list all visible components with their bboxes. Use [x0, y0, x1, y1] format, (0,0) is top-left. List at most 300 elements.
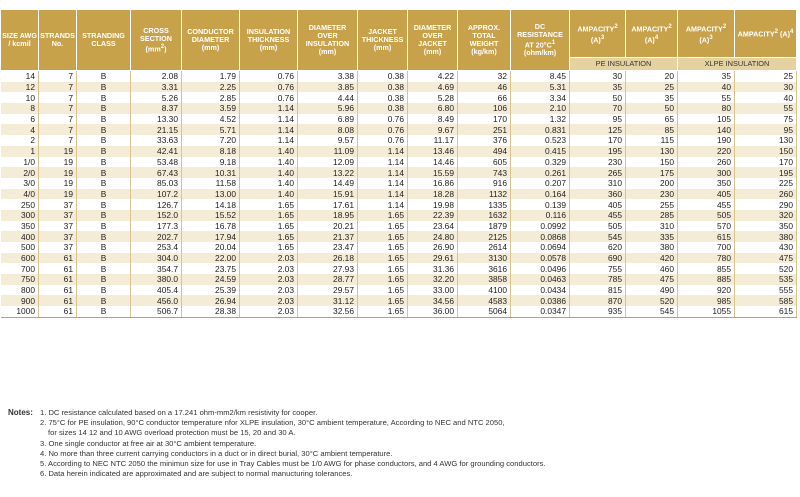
table-cell: 18.28 [408, 189, 458, 200]
table-cell: 260 [735, 189, 797, 200]
table-cell: 376 [458, 135, 511, 146]
table-cell: 690 [570, 253, 626, 264]
table-cell: 494 [458, 146, 511, 157]
table-cell: 37 [39, 199, 77, 210]
table-cell: 17.61 [298, 199, 358, 210]
table-cell: 755 [570, 263, 626, 274]
table-cell: 3.34 [511, 92, 570, 103]
table-cell: 177.3 [131, 221, 182, 232]
table-cell: 23.64 [408, 221, 458, 232]
table-cell: 21.15 [131, 124, 182, 135]
note-text: 2. 75°C for PE insulation, 90°C conductor temperature nfor XLPE insulation, 30°C ambient temperature, According to NEC and NTC 2050, [40, 418, 505, 428]
table-cell: 1.65 [240, 242, 298, 253]
table-cell: 105 [678, 114, 735, 125]
table-cell: 335 [626, 231, 678, 242]
table-cell: 3858 [458, 274, 511, 285]
table-cell: 900 [1, 295, 39, 306]
table-cell: 1.40 [240, 167, 298, 178]
table-cell: 32.20 [408, 274, 458, 285]
table-row [1, 231, 797, 242]
table-cell: 3616 [458, 263, 511, 274]
table-cell: 3.85 [298, 82, 358, 93]
table-cell: 4.52 [182, 114, 240, 125]
table-cell: 1.14 [358, 199, 408, 210]
table-cell: 290 [735, 199, 797, 210]
table-cell: 4 [1, 124, 39, 135]
table-cell: 25.39 [182, 285, 240, 296]
table-cell: 13.00 [182, 189, 240, 200]
table-cell: 19 [39, 146, 77, 157]
table-cell: 255 [626, 199, 678, 210]
table-cell: 130 [626, 146, 678, 157]
column-header: AMPACITY$^2$ $(A)^3$ [570, 10, 626, 58]
note-item [40, 459, 798, 469]
table-row [1, 92, 797, 103]
column-header: DC RESISTANCE AT $20^\circ C^1$ (ohm/km) [511, 10, 570, 71]
table-cell: 1 [1, 146, 39, 157]
table-cell: 555 [735, 285, 797, 296]
table-cell: 230 [626, 189, 678, 200]
column-header: CROSS SECTION $(mm^2)$ [131, 10, 182, 71]
table-cell: 14.18 [182, 199, 240, 210]
table-cell: 405 [570, 199, 626, 210]
table-cell: 0.207 [511, 178, 570, 189]
table-cell: B [77, 199, 131, 210]
table-cell: 70 [570, 103, 626, 114]
table-cell: 505 [678, 210, 735, 221]
table-cell: B [77, 167, 131, 178]
table-cell: 0.0463 [511, 274, 570, 285]
table-cell: B [77, 92, 131, 103]
table-cell: 19 [39, 189, 77, 200]
table-cell: 0.0434 [511, 285, 570, 296]
table-cell: 743 [458, 167, 511, 178]
table-cell: 460 [626, 263, 678, 274]
table-cell: 0.76 [240, 82, 298, 93]
table-cell: 40 [678, 82, 735, 93]
column-header: AMPACITY$^2$ $(A)^4$ [626, 10, 678, 58]
table-cell: B [77, 189, 131, 200]
table-cell: 20 [626, 71, 678, 82]
table-cell: 4/0 [1, 189, 39, 200]
table-cell: 455 [678, 199, 735, 210]
table-cell: 400 [1, 231, 39, 242]
table-cell: 380 [626, 242, 678, 253]
table-cell: 4.22 [408, 71, 458, 82]
table-cell: 0.116 [511, 210, 570, 221]
table-cell: 35 [626, 92, 678, 103]
table-cell: 19 [39, 178, 77, 189]
table-cell: 9.18 [182, 157, 240, 168]
table-cell: 8.08 [298, 124, 358, 135]
table-cell: B [77, 135, 131, 146]
note-item [40, 449, 798, 459]
table-cell: 12 [1, 82, 39, 93]
table-cell: 1.14 [358, 189, 408, 200]
table-cell: 8.37 [131, 103, 182, 114]
table-cell: 0.0347 [511, 306, 570, 317]
table-cell: 855 [678, 263, 735, 274]
table-cell: 8.49 [408, 114, 458, 125]
table-cell: 0.38 [358, 103, 408, 114]
table-row [1, 253, 797, 264]
table-cell: 1.14 [240, 103, 298, 114]
table-cell: 7 [39, 114, 77, 125]
note-item [40, 418, 798, 438]
table-cell: 3130 [458, 253, 511, 264]
table-cell: 31.36 [408, 263, 458, 274]
table-row [1, 157, 797, 168]
table-cell: 53.48 [131, 157, 182, 168]
table-cell: 32 [458, 71, 511, 82]
table-cell: 7 [39, 92, 77, 103]
table-cell: B [77, 82, 131, 93]
column-header: AMPACITY$^2$ $(A)^3$ [678, 10, 735, 58]
table-cell: 1.65 [358, 242, 408, 253]
table-row [1, 221, 797, 232]
table-cell: 170 [735, 157, 797, 168]
table-row [1, 178, 797, 189]
table-cell: 30 [735, 82, 797, 93]
table-cell: 37 [39, 242, 77, 253]
table-cell: 55 [735, 103, 797, 114]
table-cell: 785 [570, 274, 626, 285]
table-cell: 28.38 [182, 306, 240, 317]
note-text: 6. Data herein indicated are approximated and are subject to normal manucturing tolerances. [40, 469, 353, 479]
table-cell: 405 [678, 189, 735, 200]
table-cell: 780 [678, 253, 735, 264]
table-cell: 250 [1, 199, 39, 210]
table-cell: 25 [626, 82, 678, 93]
table-row [1, 114, 797, 125]
table-cell: 2.25 [182, 82, 240, 93]
table-cell: 5.26 [131, 92, 182, 103]
table-cell: 0.523 [511, 135, 570, 146]
table-cell: 1055 [678, 306, 735, 317]
table-cell: 535 [735, 274, 797, 285]
table-cell: B [77, 71, 131, 82]
table-cell: 1.40 [240, 189, 298, 200]
note-text: 1. DC resistance calculated based on a 17.241 ohm-mm2/km resistivity for cooper. [40, 408, 318, 417]
table-cell: 14.46 [408, 157, 458, 168]
table-cell: 1.32 [511, 114, 570, 125]
table-cell: 4.44 [298, 92, 358, 103]
table-cell: 7 [39, 103, 77, 114]
table-cell: 420 [626, 253, 678, 264]
table-cell: 750 [1, 274, 39, 285]
table-cell: 0.76 [358, 114, 408, 125]
table-row [1, 295, 797, 306]
table-cell: 16.78 [182, 221, 240, 232]
notes-list [8, 408, 798, 479]
table-cell: 500 [1, 242, 39, 253]
table-cell: 4100 [458, 285, 511, 296]
table-cell: 125 [570, 124, 626, 135]
table-cell: 66 [458, 92, 511, 103]
note-text: 4. No more than three current carrying conductors in a duct or in direct burial, 30°C ambient temperature. [40, 448, 393, 458]
column-header: STRANDS No. [39, 10, 77, 71]
table-cell: 7 [39, 124, 77, 135]
table-cell: 320 [735, 210, 797, 221]
table-cell: 1.65 [240, 199, 298, 210]
table-cell: B [77, 178, 131, 189]
table-row [1, 82, 797, 93]
table-cell: 350 [678, 178, 735, 189]
table-cell: 61 [39, 285, 77, 296]
table-row [1, 124, 797, 135]
table-cell: 26.90 [408, 242, 458, 253]
table-cell: 506.7 [131, 306, 182, 317]
table-cell: 107.2 [131, 189, 182, 200]
table-cell: 170 [570, 135, 626, 146]
table-body [1, 71, 797, 318]
table-cell: 23.75 [182, 263, 240, 274]
table-cell: 19 [39, 167, 77, 178]
table-cell: 0.261 [511, 167, 570, 178]
table-cell: 700 [1, 263, 39, 274]
table-row [1, 285, 797, 296]
table-cell: 61 [39, 295, 77, 306]
table-cell: 304.0 [131, 253, 182, 264]
table-cell: 505 [570, 221, 626, 232]
table-cell: 0.76 [240, 92, 298, 103]
table-cell: 195 [570, 146, 626, 157]
table-cell: 285 [626, 210, 678, 221]
table-cell: B [77, 221, 131, 232]
table-cell: 354.7 [131, 263, 182, 274]
table-row [1, 263, 797, 274]
table-cell: 615 [735, 306, 797, 317]
column-header: CONDUCTOR DIAMETER (mm) [182, 10, 240, 71]
column-header: DIAMETER OVER INSULATION (mm) [298, 10, 358, 71]
table-cell: 13.46 [408, 146, 458, 157]
table-cell: 1.65 [358, 295, 408, 306]
table-cell: 190 [678, 135, 735, 146]
table-cell: 95 [570, 114, 626, 125]
table-header [1, 10, 797, 71]
table-cell: 28.77 [298, 274, 358, 285]
table-row [1, 135, 797, 146]
table-cell: 260 [678, 157, 735, 168]
table-cell: 0.139 [511, 199, 570, 210]
table-cell: 75 [735, 114, 797, 125]
table-cell: 5.28 [408, 92, 458, 103]
table-cell: 26.94 [182, 295, 240, 306]
table-cell: B [77, 114, 131, 125]
table-cell: B [77, 124, 131, 135]
table-cell: 37 [39, 221, 77, 232]
table-cell: 40 [735, 92, 797, 103]
table-cell: 33.00 [408, 285, 458, 296]
table-cell: 0.38 [358, 92, 408, 103]
table-cell: 61 [39, 253, 77, 264]
table-cell: 1.65 [240, 221, 298, 232]
table-cell: 106 [458, 103, 511, 114]
table-cell: 253.4 [131, 242, 182, 253]
table-cell: 4.69 [408, 82, 458, 93]
table-cell: 620 [570, 242, 626, 253]
table-cell: 0.0578 [511, 253, 570, 264]
table-cell: 885 [678, 274, 735, 285]
table-cell: 455 [570, 210, 626, 221]
table-row [1, 242, 797, 253]
table-row [1, 146, 797, 157]
table-cell: 23.47 [298, 242, 358, 253]
table-cell: B [77, 103, 131, 114]
table-cell: 700 [678, 242, 735, 253]
table-cell: 1.65 [240, 210, 298, 221]
table-cell: B [77, 242, 131, 253]
table-cell: 15.91 [298, 189, 358, 200]
table-cell: 130 [735, 135, 797, 146]
table-cell: 1.14 [358, 157, 408, 168]
table-cell: 2.03 [240, 274, 298, 285]
table-cell: 0.415 [511, 146, 570, 157]
column-header: STRANDING CLASS [77, 10, 131, 71]
table-cell: 6 [1, 114, 39, 125]
table-cell: 175 [626, 167, 678, 178]
table-cell: 12.09 [298, 157, 358, 168]
column-header: INSULATION THICKNESS (mm) [240, 10, 298, 71]
table-cell: 1.65 [358, 210, 408, 221]
table-cell: 1/0 [1, 157, 39, 168]
table-cell: 61 [39, 263, 77, 274]
table-cell: 9.67 [408, 124, 458, 135]
table-cell: 920 [678, 285, 735, 296]
table-cell: 0.0868 [511, 231, 570, 242]
table-cell: 29.57 [298, 285, 358, 296]
table-cell: 29.61 [408, 253, 458, 264]
table-cell: 475 [735, 253, 797, 264]
table-cell: 1.65 [358, 285, 408, 296]
table-cell: 61 [39, 274, 77, 285]
table-cell: 800 [1, 285, 39, 296]
table-cell: B [77, 263, 131, 274]
table-cell: 2125 [458, 231, 511, 242]
table-cell: 1000 [1, 306, 39, 317]
table-cell: 405.4 [131, 285, 182, 296]
table-cell: 2.03 [240, 306, 298, 317]
table-cell: 3/0 [1, 178, 39, 189]
table-cell: 1.14 [358, 146, 408, 157]
table-cell: 220 [678, 146, 735, 157]
table-cell: 17.94 [182, 231, 240, 242]
table-cell: 1.40 [240, 157, 298, 168]
table-cell: 46 [458, 82, 511, 93]
table-cell: 85 [626, 124, 678, 135]
table-cell: 1.65 [240, 231, 298, 242]
table-cell: 1335 [458, 199, 511, 210]
table-cell: 1.14 [358, 167, 408, 178]
table-cell: 6.89 [298, 114, 358, 125]
table-cell: 36.00 [408, 306, 458, 317]
table-cell: 22.39 [408, 210, 458, 221]
table-cell: B [77, 306, 131, 317]
table-cell: 95 [735, 124, 797, 135]
table-cell: 2.03 [240, 253, 298, 264]
table-cell: 570 [678, 221, 735, 232]
subheader-xlpe-insulation: XLPE INSULATION [678, 58, 797, 71]
table-cell: 32.56 [298, 306, 358, 317]
table-cell: 2.10 [511, 103, 570, 114]
table-cell: 19.98 [408, 199, 458, 210]
table-cell: 61 [39, 306, 77, 317]
note-continuation: for sizes 14 12 and 10 AWG overload protection must be 15, 20 and 30 A. [48, 428, 296, 438]
subheader-pe-insulation: PE INSULATION [570, 58, 678, 71]
table-cell: 870 [570, 295, 626, 306]
table-cell: 0.38 [358, 71, 408, 82]
table-cell: 350 [1, 221, 39, 232]
table-row [1, 306, 797, 317]
table-cell: 21.37 [298, 231, 358, 242]
table-cell: 13.30 [131, 114, 182, 125]
table-cell: 1.40 [240, 146, 298, 157]
table-cell: 10 [1, 92, 39, 103]
table-cell: 6.80 [408, 103, 458, 114]
table-cell: 5.71 [182, 124, 240, 135]
note-text: 3. One single conductor at free air at 30°C ambient temperature. [40, 438, 257, 448]
table-cell: 16.86 [408, 178, 458, 189]
table-cell: 31.12 [298, 295, 358, 306]
table-cell: 2.08 [131, 71, 182, 82]
table-cell: 11.09 [298, 146, 358, 157]
column-header: APPROX. TOTAL WEIGHT (kg/km) [458, 10, 511, 71]
table-cell: 9.57 [298, 135, 358, 146]
table-cell: 3.59 [182, 103, 240, 114]
table-cell: 35 [570, 82, 626, 93]
table-cell: 0.76 [358, 124, 408, 135]
table-cell: 8 [1, 103, 39, 114]
table-row [1, 71, 797, 82]
table-cell: 50 [570, 92, 626, 103]
table-cell: 85.03 [131, 178, 182, 189]
table-cell: 67.43 [131, 167, 182, 178]
table-cell: 545 [570, 231, 626, 242]
table-cell: 1.65 [358, 306, 408, 317]
cable-spec-table [0, 9, 797, 318]
table-cell: 150 [735, 146, 797, 157]
table-cell: 27.93 [298, 263, 358, 274]
note-item [40, 469, 798, 479]
table-cell: 380 [735, 231, 797, 242]
table-cell: B [77, 146, 131, 157]
table-cell: 202.7 [131, 231, 182, 242]
table-cell: 0.0386 [511, 295, 570, 306]
table-cell: 3.31 [131, 82, 182, 93]
table-cell: 24.80 [408, 231, 458, 242]
table-cell: 430 [735, 242, 797, 253]
table-cell: 5.31 [511, 82, 570, 93]
table-cell: 0.0694 [511, 242, 570, 253]
table-cell: 7 [39, 71, 77, 82]
column-header: SIZE AWG / kcmil [1, 10, 39, 71]
table-cell: 170 [458, 114, 511, 125]
table-cell: 1.14 [240, 114, 298, 125]
table-cell: B [77, 253, 131, 264]
table-cell: 195 [735, 167, 797, 178]
table-cell: 20.21 [298, 221, 358, 232]
table-cell: 11.17 [408, 135, 458, 146]
table-cell: 916 [458, 178, 511, 189]
table-cell: 42.41 [131, 146, 182, 157]
table-cell: 1.79 [182, 71, 240, 82]
table-cell: 0.0992 [511, 221, 570, 232]
table-cell: 1879 [458, 221, 511, 232]
table-cell: 380.0 [131, 274, 182, 285]
table-cell: 80 [678, 103, 735, 114]
table-cell: 0.0496 [511, 263, 570, 274]
table-cell: 140 [678, 124, 735, 135]
